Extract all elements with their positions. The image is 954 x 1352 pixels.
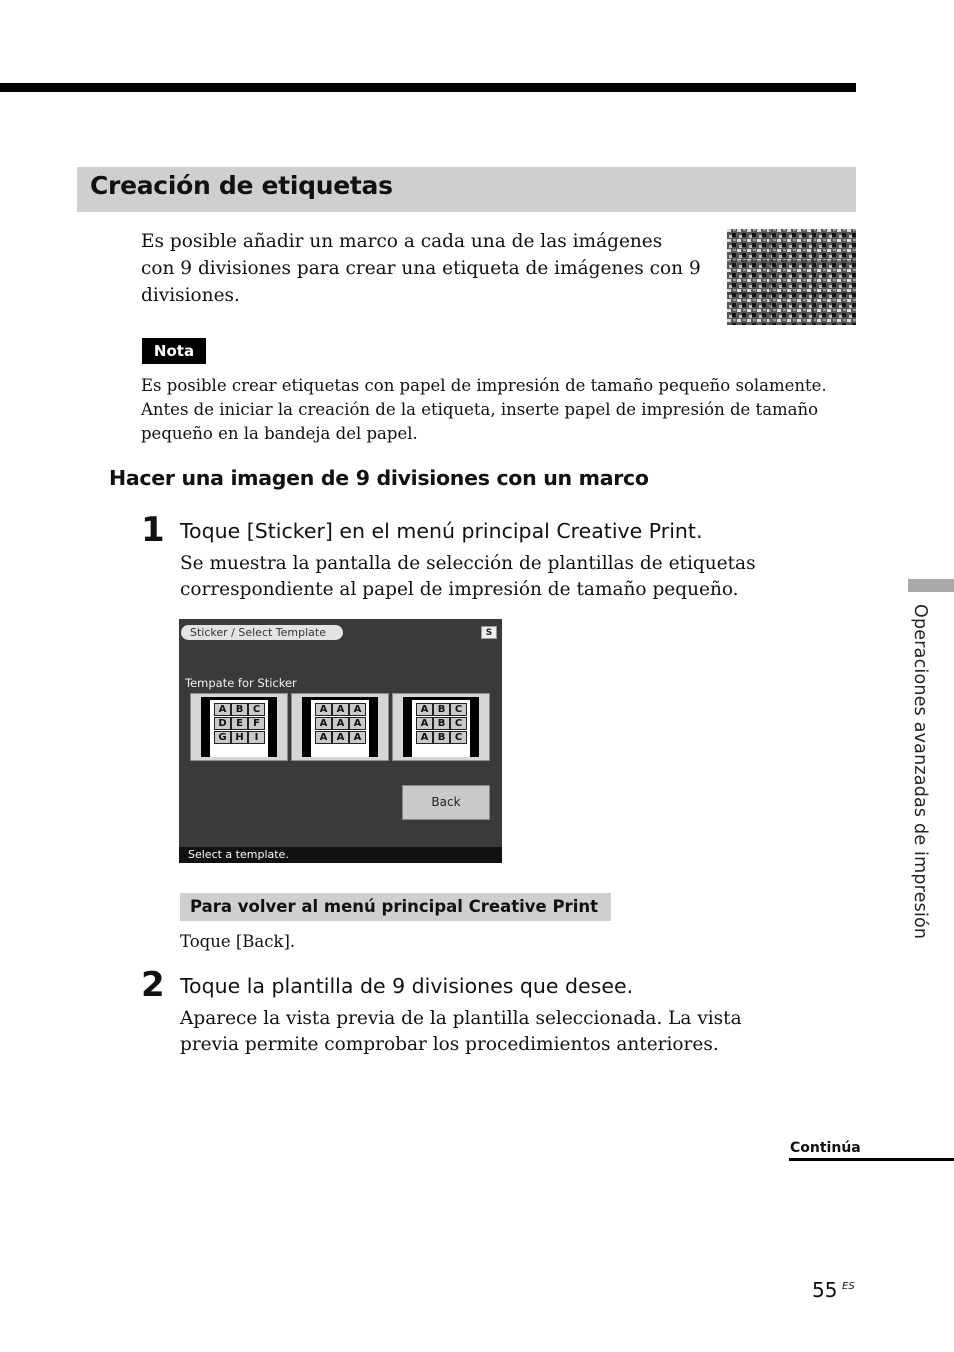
section-title: Creación de etiquetas <box>90 171 393 200</box>
sticker-mode-icon: S <box>481 626 497 639</box>
template-cell: A <box>332 703 349 716</box>
template-cell: E <box>231 717 248 730</box>
template-cell: A <box>416 717 433 730</box>
template-option-1[interactable] <box>190 693 288 761</box>
template-cell: C <box>248 703 265 716</box>
sticker-template-screen <box>179 619 502 863</box>
step-1-title: Toque [Sticker] en el menú principal Creative Print. <box>180 519 703 543</box>
template-cell: A <box>315 717 332 730</box>
return-box-title: Para volver al menú principal Creative Print <box>190 897 598 916</box>
screen-status-bar: Select a template. <box>179 847 502 863</box>
template-cell: A <box>332 731 349 744</box>
template-cell: H <box>231 731 248 744</box>
note-text: Es posible crear etiquetas con papel de impresión de tamaño pequeño solamente. Antes de iniciar la creación de la etiqueta, inserte papel de impresión de tamaño pequeño en la bandeja del papel. <box>141 376 827 443</box>
side-tab-marker <box>908 579 954 592</box>
template-cell: B <box>433 717 450 730</box>
sticker-thumbnail-image <box>727 229 856 325</box>
template-cell: A <box>214 703 231 716</box>
continued-label: Continúa <box>790 1140 861 1156</box>
screen-label: Tempate for Sticker <box>185 676 297 690</box>
step-2-number: 2 <box>141 965 165 1005</box>
top-rule <box>0 83 856 92</box>
template-cell: F <box>248 717 265 730</box>
template-cell: B <box>433 731 450 744</box>
template-cell: C <box>450 703 467 716</box>
template-cell: A <box>315 731 332 744</box>
template-cell: A <box>416 703 433 716</box>
screen-title: Sticker / Select Template <box>181 625 343 640</box>
template-option-2[interactable] <box>291 693 389 761</box>
step-2-title: Toque la plantilla de 9 divisiones que desee. <box>180 974 634 998</box>
step-1-number: 1 <box>141 510 165 550</box>
template-option-3[interactable] <box>392 693 490 761</box>
template-cell: A <box>349 717 366 730</box>
template-cell: A <box>349 731 366 744</box>
template-cell: D <box>214 717 231 730</box>
continued-rule <box>789 1158 954 1161</box>
page-number: 55 <box>812 1278 838 1302</box>
template-cell: A <box>349 703 366 716</box>
template-cell: G <box>214 731 231 744</box>
template-cell: B <box>231 703 248 716</box>
step-1-description: Se muestra la pantalla de selección de plantillas de etiquetas correspondiente al papel de impresión de tamaño pequeño. <box>180 553 756 600</box>
template-cell: A <box>315 703 332 716</box>
template-cell: A <box>332 717 349 730</box>
intro-paragraph: Es posible añadir un marco a cada una de las imágenes con 9 divisiones para crear una etiqueta de imágenes con 9 divisiones. <box>141 231 701 306</box>
template-cell: B <box>433 703 450 716</box>
return-box-text: Toque [Back]. <box>180 932 296 951</box>
note-label: Nota <box>142 338 206 364</box>
subheading: Hacer una imagen de 9 divisiones con un marco <box>109 466 649 490</box>
template-cell: C <box>450 731 467 744</box>
page-language: ES <box>842 1281 855 1292</box>
template-cell: I <box>248 731 265 744</box>
back-button[interactable]: Back <box>402 785 490 820</box>
template-cell: C <box>450 717 467 730</box>
template-cell: A <box>416 731 433 744</box>
step-2-description: Aparece la vista previa de la plantilla seleccionada. La vista previa permite comprobar los procedimientos anteriores. <box>180 1008 742 1055</box>
side-tab-label: Operaciones avanzadas de impresión <box>910 604 930 940</box>
